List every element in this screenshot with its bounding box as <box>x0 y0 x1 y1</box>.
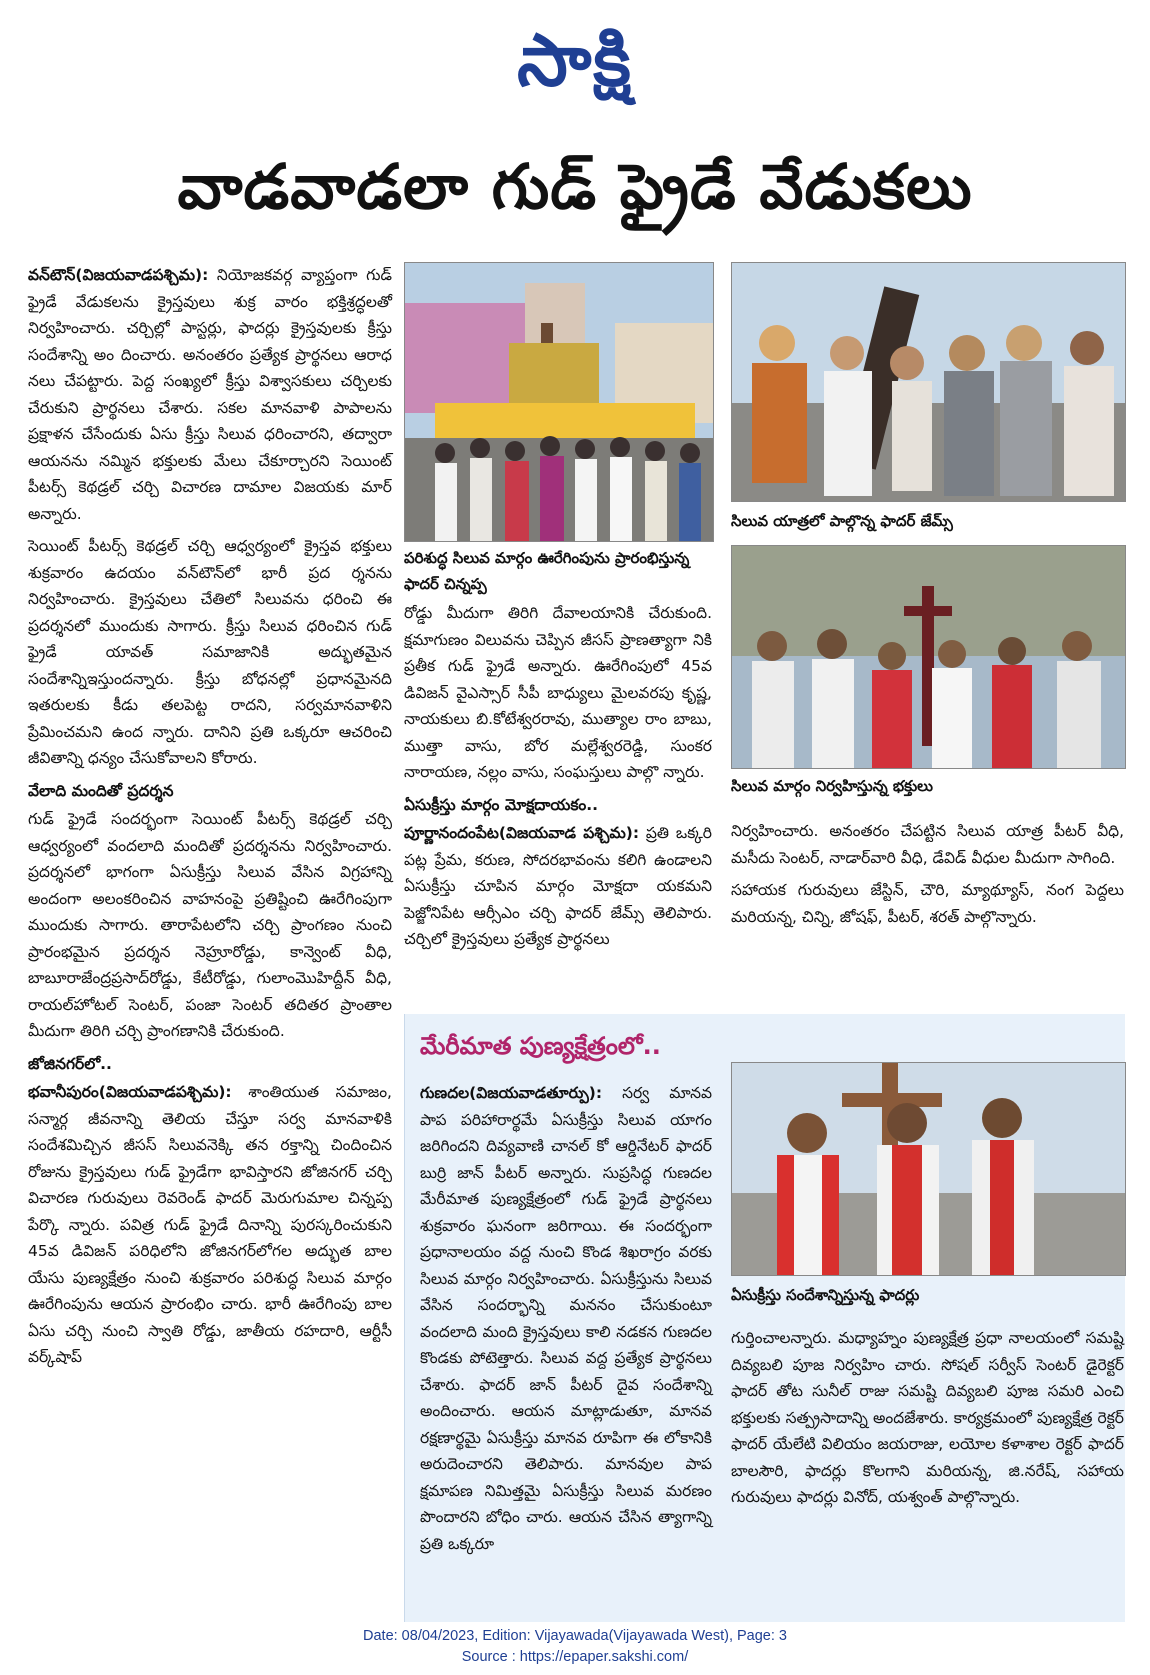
paragraph <box>28 262 392 527</box>
paragraph-text: సర్వ మానవ పాప పరిహారార్థమే ఏసుక్రీస్తు సిలువ యాగం జరిగిందని దివ్యవాణి చానల్ కో ఆర్డినేటర్ ఫాదర్ బుర్రి జాన్ పీటర్ అన్నారు. సుప్రసిద్ధ గుణదల మేరీమాత పుణ్యక్షేత్రంలో గుడ్ ఫ్రైడే ప్రార్థనలు శుక్రవారం ఘనంగా జరిగాయి. ఈ సందర్భంగా ప్రధానాలయం వద్ద నుంచి కొండ శిఖరాగ్రం వరకు సిలువ మార్గం నిర్వహించారు. ఏసుక్రీస్తును సిలువ వేసిన సందర్భాన్ని మననం చేసుకుంటూ వందలాది మంది క్రైస్తవులు కాలి నడకన గుణదల కొండకు పోటెత్తారు. సిలువ వద్ద ప్రత్యేక ప్రార్థనలు చేశారు. ఫాదర్ జాన్ పీటర్ దైవ సందేశాన్ని అందించారు. ఆయన మాట్లాడుతూ, మానవ రక్షణార్థమై ఏసుక్రీస్తు మానవ రూపిగా ఈ లోకానికి అరుదెంచారని తెలిపారు. మానవుల పాప క్షమాపణ నిమిత్తమై ఏసుక్రీస్తు సిలువ మరణం పొందారని బోధిం చారు. ఆయన చేసిన త్యాగాన్ని ప్రతి ఒక్కరూ <box>420 1084 712 1553</box>
paragraph-text: శాంతియుత సమాజం, సన్మార్గ జీవనాన్ని తెలియ చేస్తూ సర్వ మానవాళికి సందేశమిచ్చిన జీసస్ సిలువనెక్కి తన రక్తాన్ని చిందించిన రోజును క్రైస్తవులు గుడ్ ఫ్రైడేగా భావిస్తారని జోజినగర్ చర్చి విచారణ గురువులు రెవరెండ్ ఫాదర్ మెరుగుమాల చిన్నప్ప పేర్కొ న్నారు. పవిత్ర గుడ్ ఫ్రైడే దినాన్ని పురస్కరించుకుని 45వ డివిజన్ పరిధిలోని జోజినగర్‌లోగల అద్భుత బాల యేసు పుణ్యక్షేత్రం నుంచి శుక్రవారం పరిశుద్ధ సిలువ మార్గం ఊరేగింపును ఆయన ప్రారంభిం చారు. భారీ ఊరేగింపు బాల ఏసు చర్చి నుంచి స్వాతి రోడ్డు, జాతీయ రహదారి, ఆర్టీసీ వర్క్‌షాప్ <box>28 1083 392 1366</box>
article-column-1 <box>28 262 392 1377</box>
dateline: భవానీపురం(విజయవాడపశ్చిమ): <box>28 1083 232 1101</box>
masthead-text: సాక్షి <box>517 18 633 102</box>
article-column-2 <box>404 600 712 959</box>
paragraph: సెయింట్ పీటర్స్ కెథడ్రల్ చర్చి ఆధ్వర్యంలో క్రైస్తవ భక్తులు శుక్రవారం ఉదయం వన్‌టౌన్‌లో భారీ ప్రద ర్శనను నిర్వహించారు. క్రైస్తవులు చేతిలో సిలువను ధరించి ఈ ప్రదర్శనలో ముందుకు సాగారు. క్రీస్తు సిలువ ధరించిన గుడ్ ఫ్రైడే యావత్ సమాజానికి అద్భుతమైన సందేశాన్నిఇస్తుందన్నారు. క్రీస్తు బోధనల్లో ప్రధానమైనది ఇతరులకు కీడు తలపెట్ట రాదని, సర్వమానవాళిని ప్రేమించమని ఉంద న్నారు. దానిని ప్రతి ఒక్కరూ ఆచరించి జీవితాన్ని ధన్యం చేసుకోవాలని కోరారు. <box>28 537 392 767</box>
source-link[interactable]: Source : https://epaper.sakshi.com/ <box>461 1649 689 1665</box>
masthead-logo <box>0 18 1150 120</box>
headline: వాడవాడలా గుడ్ ఫ్రైడే వేడుకలు <box>177 150 973 223</box>
photo-fathers-sermon <box>731 1062 1126 1276</box>
photo-cross-yatra <box>731 262 1126 502</box>
photo-caption: సిలువ మార్గం నిర్వహిస్తున్న భక్తులు <box>731 777 933 795</box>
photo-procession-start <box>404 262 714 542</box>
paragraph: సహాయక గురువులు జేస్టిన్, చౌరి, మ్యాథ్యూస్, నంగ పెద్దలు మరియన్న, చిన్ని, జోషఫ్, పీటర్, శరత్ పాల్గొన్నారు. <box>731 881 1124 926</box>
boxed-story-column-1 <box>420 1080 712 1563</box>
paragraph: గుడ్ ఫ్రైడే సందర్భంగా సెయింట్ పీటర్స్ కెథడ్రల్ చర్చి ఆధ్వర్యంలో వందలాది మందితో ప్రదర్శనను నిర్వహించారు. ప్రదర్శనలో భాగంగా ఏసుక్రీస్తు సిలువ వేసిన విగ్రహాన్ని అందంగా అలంకరించిన వాహనంపై ప్రతిష్టించి ఊరేగింపుగా ముందుకు సాగారు. తారాపేటలోని చర్చి ప్రాంగణం నుంచి ప్రారంభమైన ప్రదర్శన నెహ్రూరోడ్డు, కాన్వెంట్ వీధి, బాబూరాజేంద్రప్రసాద్‌రోడ్డు, కేటీరోడ్డు, గులాంమొహిద్దీన్ వీధి, రాయల్‌హోటల్ సెంటర్, పంజా సెంటర్ తదితర ప్రాంతాల మీదుగా తిరిగి చర్చి ప్రాంగణానికి చేరుకుంది. <box>28 810 392 1040</box>
paragraph: రోడ్డు మీదుగా తిరిగి దేవాలయానికి చేరుకుంది. క్షమాగుణం విలువను చెప్పిన జీసస్ ప్రాణత్యాగా నికి ప్రతీక గుడ్ ఫ్రైడే అన్నారు. ఊరేగింపులో 45వ డివిజన్ వైఎస్సార్ సీపీ బాధ్యులు మైలవరపు కృష్ణ, నాయకులు బి.కోటేశ్వరరావు, ముత్యాల రాం బాబు, ముత్తా వాసు, బోర మల్లేశ్వరరెడ్డి, సుంకర నారాయణ, నల్లం వాసు, సంఘస్తులు పాల్గొ న్నారు. <box>404 604 712 781</box>
dateline: వన్‌టౌన్(విజయవాడపశ్చిమ): <box>28 266 209 284</box>
paragraph: నిర్వహించారు. అనంతరం చేపట్టిన సిలువ యాత్ర పీటర్ వీధి, మసీదు సెంటర్, నాడార్‌వారి వీధి, డేవిడ్ వీధుల మీదుగా సాగింది. <box>731 822 1124 867</box>
article-column-3 <box>731 818 1124 936</box>
subheading: ఏసుక్రీస్తు మార్గం మోక్షదాయకం.. <box>404 795 599 814</box>
photo-procession-start-image <box>405 263 713 541</box>
subheading: జోజినగర్‌లో.. <box>28 1054 112 1073</box>
paragraph <box>404 820 712 953</box>
boxed-story-column-2 <box>731 1325 1124 1517</box>
photo-fathers-sermon-image <box>732 1063 1125 1275</box>
paragraph: గుర్తించాలన్నారు. మధ్యాహ్నం పుణ్యక్షేత్ర ప్రధా నాలయంలో సమష్టి దివ్యబలి పూజ నిర్వహిం చారు. సోషల్ సర్వీస్ సెంటర్ డైరెక్టర్ ఫాదర్ తోట సునీల్ రాజు సమష్టి దివ్యబలి పూజ సమరి ఎంచి భక్తులకు సత్ప్రసాదాన్ని అందజేశారు. కార్యక్రమంలో పుణ్యక్షేత్ర రెక్టర్ ఫాదర్ యేలేటి విలియం జయరాజు, లయోల కళాశాల రెక్టర్ ఫాదర్ బాలసౌరి, ఫాదర్లు కొలగాని మరియన్న, జి.నరేష్, సహాయ గురువులు ఫాదర్లు వినోద్, యశ్వంత్ పాల్గొన్నారు. <box>731 1329 1124 1506</box>
paragraph-text: నియోజకవర్గ వ్యాప్తంగా గుడ్ ఫ్రైడే వేడుకలను క్రైస్తవులు శుక్ర వారం భక్తిశ్రద్ధలతో నిర్వహించారు. చర్చిల్లో పాస్టర్లు, ఫాదర్లు క్రైస్తవులకు క్రీస్తు సందేశాన్ని అం దించారు. అనంతరం ప్రత్యేక ప్రార్థనలు ఆరాధ నలు చేపట్టారు. పెద్ద సంఖ్యలో క్రీస్తు విశ్వాసకులు చర్చిలకు చేరుకుని ప్రార్థనలు చేశారు. సకల మానవాళి పాపాలను ప్రక్షాళన చేసేందుకు ఏసు క్రీస్తు సిలువ ధరించారని, తద్వారా ఆయనను నమ్మిన భక్తులకు మేలు చేకూర్చారని సెయింట్ పీటర్స్ కెథడ్రల్ చర్చి విచారణ దామాల విజయకు మార్ అన్నారు. <box>28 266 392 523</box>
photo-cross-yatra-image <box>732 263 1125 501</box>
photo-devotees <box>731 545 1126 769</box>
paragraph <box>28 1079 392 1371</box>
dateline: గుణదల(విజయవాడతూర్పు): <box>420 1084 603 1102</box>
subheading: వేలాది మందితో ప్రదర్శన <box>28 781 174 800</box>
edition-info: Date: 08/04/2023, Edition: Vijayawada(Vijayawada West), Page: 3 <box>363 1628 787 1644</box>
boxed-story-title: మేరీమాత పుణ్యక్షేత్రంలో.. <box>420 1032 661 1060</box>
photo-caption: పరిశుద్ధ సిలువ మార్గం ఊరేగింపును ప్రారంభిస్తున్న ఫాదర్ చిన్నప్ప <box>404 549 690 593</box>
photo-caption: ఏసుక్రీస్తు సందేశాన్నిస్తున్న ఫాదర్లు <box>731 1286 920 1304</box>
photo-devotees-image <box>732 546 1125 768</box>
photo-caption: సిలువ యాత్రలో పాల్గొన్న ఫాదర్ జేమ్స్ <box>731 512 953 530</box>
dateline: పూర్ణానందంపేట(విజయవాడ పశ్చిమ): <box>404 824 640 842</box>
paragraph-text: ప్రతి ఒక్కరి పట్ల ప్రేమ, కరుణ, సోదరభావంను కలిగి ఉండాలని ఏసుక్రీస్తు చూపిన మార్గం మోక్షదా యకమని పెజ్జోనిపేట ఆర్సీఎం చర్చి ఫాదర్ జేమ్స్ తెలిపారు. చర్చిలో క్రైస్తవులు ప్రత్యేక ప్రార్థనలు <box>404 824 712 948</box>
paragraph <box>420 1080 712 1557</box>
